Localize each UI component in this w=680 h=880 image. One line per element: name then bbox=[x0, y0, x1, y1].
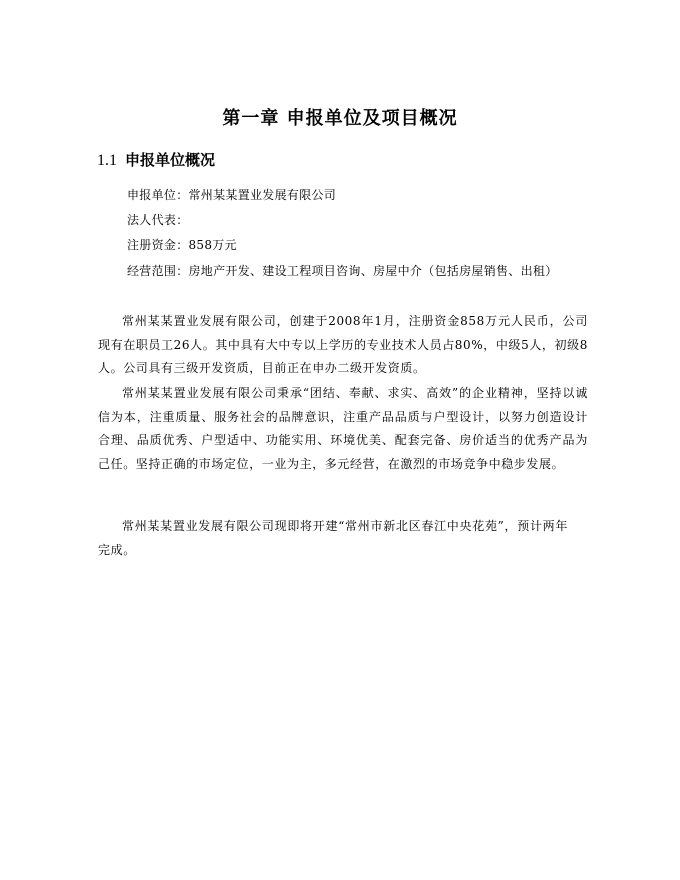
paragraph-company-profile: 常州某某置业发展有限公司，创建于2008年1月，注册资金858万元人民币，公司现有在职员工26人。其中具有大中专以上学历的专业技术人员占80%，中级5人，初级8人。公司具有三级开发资质，目前正在申办二级开发资质。 bbox=[98, 314, 588, 375]
business-scope-line: 经营范围：房地产开发、建设工程项目咨询、房屋中介（包括房屋销售、出租） bbox=[127, 264, 558, 278]
section-heading bbox=[97, 149, 215, 170]
section-title: 申报单位概况 bbox=[125, 151, 216, 169]
paragraph-project-plan: 常州某某置业发展有限公司现即将开建“常州市新北区春江中央花苑”，预计两年完成。 bbox=[98, 519, 568, 557]
capital-line: 注册资金：858万元 bbox=[127, 238, 237, 252]
section-number: 1.1 bbox=[97, 152, 117, 169]
applicant-line: 申报单位：常州某某置业发展有限公司 bbox=[127, 188, 337, 202]
legal-rep-line: 法人代表： bbox=[127, 213, 189, 227]
chapter-title: 第一章 申报单位及项目概况 bbox=[222, 108, 458, 129]
paragraph-company-philosophy: 常州某某置业发展有限公司秉承“团结、奉献、求实、高效”的企业精神，坚持以诚信为本，注重质量、服务社会的品牌意识，注重产品品质与户型设计，以努力创造设计合理、品质优秀、户型适中、功能实用、环境优美、配套完备、房价适当的优秀产品为己任。坚持正确的市场定位，一业为主，多元经营，在激烈的市场竞争中稳步发展。 bbox=[98, 386, 588, 471]
